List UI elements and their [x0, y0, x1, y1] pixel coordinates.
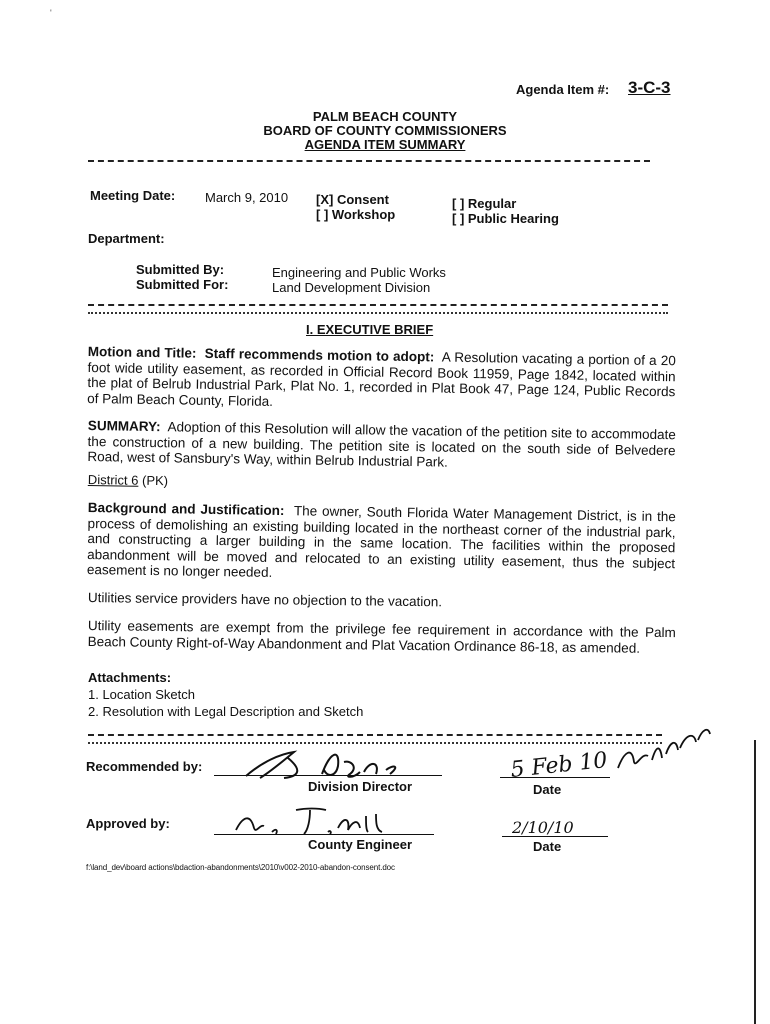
consent-checkbox: [X] Consent — [316, 192, 389, 207]
motion-label: Motion and Title: — [87, 344, 197, 361]
header-line2: BOARD OF COUNTY COMMISSIONERS — [263, 123, 507, 138]
motion-lead: Staff recommends motion to adopt: — [204, 345, 435, 365]
agenda-item-number: 3-C-3 — [628, 78, 671, 97]
recommended-date-value: 5 Feb 10 — [509, 747, 609, 783]
separator-mid-2 — [88, 312, 668, 314]
submitted-for-value: Land Development Division — [272, 280, 431, 295]
separator-bottom — [88, 734, 662, 736]
scan-mark: ' — [50, 8, 52, 18]
scan-edge-border — [754, 740, 756, 1024]
district-code: (PK) — [141, 472, 169, 489]
separator-mid — [88, 304, 668, 306]
submitted-by-label: Submitted By: — [136, 262, 225, 277]
approved-date-value: 2/10/10 — [512, 818, 574, 837]
exempt-note: Utility easements are exempt from the privilege fee requirement in accordance with the Palm Beach County Right-of-Way Abandonment and Plat Vacation Ordinance 86-18, as amended. — [87, 618, 676, 656]
motion-text: A Resolution vacating a portion of a 20 foot wide utility easement, as recorded in Official Record Book 11959, Page 1842, located within the plat of Belrub Industrial Park, Plat No. 1, recorded in Plat Book 47, Page 124, Public Records of Palm Beach County, Florida. — [87, 349, 676, 409]
motion-paragraph — [87, 344, 676, 415]
recommended-date-label: Date — [533, 782, 562, 797]
meeting-date-label: Meeting Date: — [90, 188, 176, 203]
approved-title: County Engineer — [308, 837, 413, 852]
approved-date-label: Date — [533, 839, 562, 854]
summary-label: SUMMARY: — [87, 418, 161, 435]
initials-mark — [614, 722, 714, 772]
utilities-note: Utilities service providers have no objection to the vacation. — [87, 590, 443, 610]
district-line — [88, 472, 168, 488]
submitted-by-value: Engineering and Public Works — [272, 265, 446, 280]
division-director-signature — [240, 742, 440, 784]
submitted-for-label: Submitted For: — [136, 277, 229, 292]
section-title: I. EXECUTIVE BRIEF — [306, 322, 434, 337]
recommended-title: Division Director — [308, 779, 413, 794]
separator-top — [88, 160, 650, 162]
header-line3: AGENDA ITEM SUMMARY — [304, 137, 466, 152]
background-paragraph — [87, 500, 676, 587]
header-block — [0, 110, 770, 152]
attachment-item-2: 2. Resolution with Legal Description and Sketch — [88, 704, 364, 719]
department-label: Department: — [88, 231, 165, 246]
recommended-by-label: Recommended by: — [86, 759, 203, 774]
background-text: The owner, South Florida Water Management District, is in the process of demolishing an existing building located in the northeast corner of the industrial park, and constructing a larger building in the same location. The facilities within the proposed abandonment will be moved and relocated to an existing utility easement, thus the subject easement is no longer needed. — [86, 503, 676, 580]
approved-by-label: Approved by: — [86, 816, 170, 831]
background-label: Background and Justification: — [87, 500, 285, 519]
file-path: f:\land_dev\board actions\bdaction-abandonments\2010\v002-2010-abandon-consent.doc — [86, 863, 395, 872]
district-name: District 6 — [87, 472, 139, 488]
attachments-label: Attachments: — [88, 670, 172, 685]
regular-checkbox: [ ] Regular — [452, 196, 517, 211]
workshop-checkbox: [ ] Workshop — [316, 207, 396, 222]
summary-text: Adoption of this Resolution will allow the vacation of the petition site to accommodate the construction of a new building. The petition site is located on the south side of Belvedere Road, west of Sansbury's Way, within Belrub Industrial Park. — [87, 419, 676, 470]
public-hearing-checkbox: [ ] Public Hearing — [452, 211, 559, 226]
meeting-date-value: March 9, 2010 — [205, 190, 289, 205]
attachment-item-1: 1. Location Sketch — [88, 687, 195, 702]
header-line1: PALM BEACH COUNTY — [312, 109, 458, 124]
summary-paragraph — [87, 418, 676, 474]
county-engineer-signature — [232, 804, 402, 836]
agenda-item-label: Agenda Item #: — [516, 82, 610, 97]
